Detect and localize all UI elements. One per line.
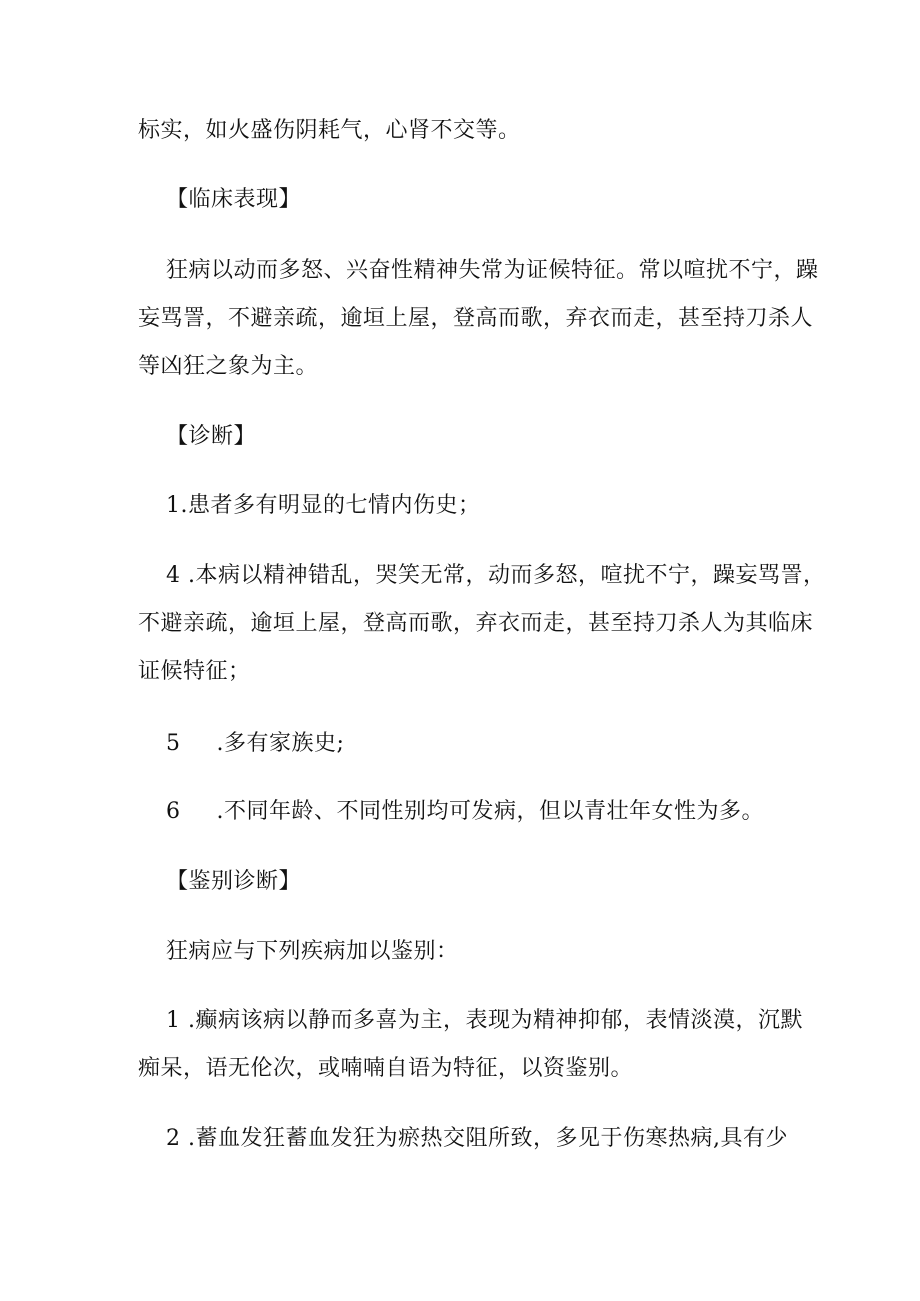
differential-lead: 狂病应与下列疾病加以鉴别： bbox=[166, 939, 459, 964]
differential-item-1 bbox=[166, 1008, 803, 1034]
heading-clinical-manifestations: 【临床表现】 bbox=[166, 187, 302, 212]
item-number: 2 bbox=[166, 1126, 181, 1151]
diagnosis-item-1 bbox=[166, 493, 481, 519]
heading-diagnosis: 【诊断】 bbox=[166, 424, 257, 449]
item-text: .癫病该病以静而多喜为主，表现为精神抑郁，表情淡漠，沉默 bbox=[180, 1008, 803, 1033]
heading-differential-diagnosis: 【鉴别诊断】 bbox=[166, 869, 302, 894]
intro-tail-text: 标实，如火盛伤阴耗气，心肾不交等。 bbox=[138, 118, 521, 143]
item-number: 1 bbox=[166, 493, 181, 518]
item-number: 4 bbox=[166, 563, 181, 588]
item-text: .多有家族史; bbox=[216, 731, 345, 756]
item-number: 5 bbox=[166, 731, 181, 756]
item-text: .不同年龄、不同性别均可发病，但以青壮年女性为多。 bbox=[216, 799, 764, 824]
diagnosis-item-4-line-2: 不避亲疏，逾垣上屋，登高而歌，弃衣而走，甚至持刀杀人为其临床 bbox=[138, 611, 814, 636]
diagnosis-item-5 bbox=[166, 731, 344, 757]
item-text: .患者多有明显的七情内伤史； bbox=[180, 493, 481, 518]
diagnosis-item-6 bbox=[166, 799, 764, 825]
diagnosis-item-4 bbox=[166, 563, 826, 589]
diagnosis-item-4-line-3: 证候特征； bbox=[138, 659, 251, 684]
item-number: 1 bbox=[166, 1008, 181, 1033]
item-text: .蓄血发狂蓄血发狂为瘀热交阻所致，多见于伤寒热病,具有少 bbox=[180, 1126, 788, 1151]
differential-item-1-line-2: 痴呆，语无伦次，或喃喃自语为特征，以资鉴别。 bbox=[138, 1056, 634, 1081]
clinical-paragraph-line-1: 狂病以动而多怒、兴奋性精神失常为证候特征。常以喧扰不宁，躁 bbox=[166, 258, 819, 283]
clinical-paragraph-line-3: 等凶狂之象为主。 bbox=[138, 354, 319, 379]
differential-item-2 bbox=[166, 1126, 788, 1152]
clinical-paragraph-line-2: 妄骂詈，不避亲疏，逾垣上屋，登高而歌，弃衣而走，甚至持刀杀人 bbox=[138, 306, 814, 331]
item-number: 6 bbox=[166, 799, 181, 824]
item-text: .本病以精神错乱，哭笑无常，动而多怒，喧扰不宁，躁妄骂詈， bbox=[180, 563, 826, 588]
